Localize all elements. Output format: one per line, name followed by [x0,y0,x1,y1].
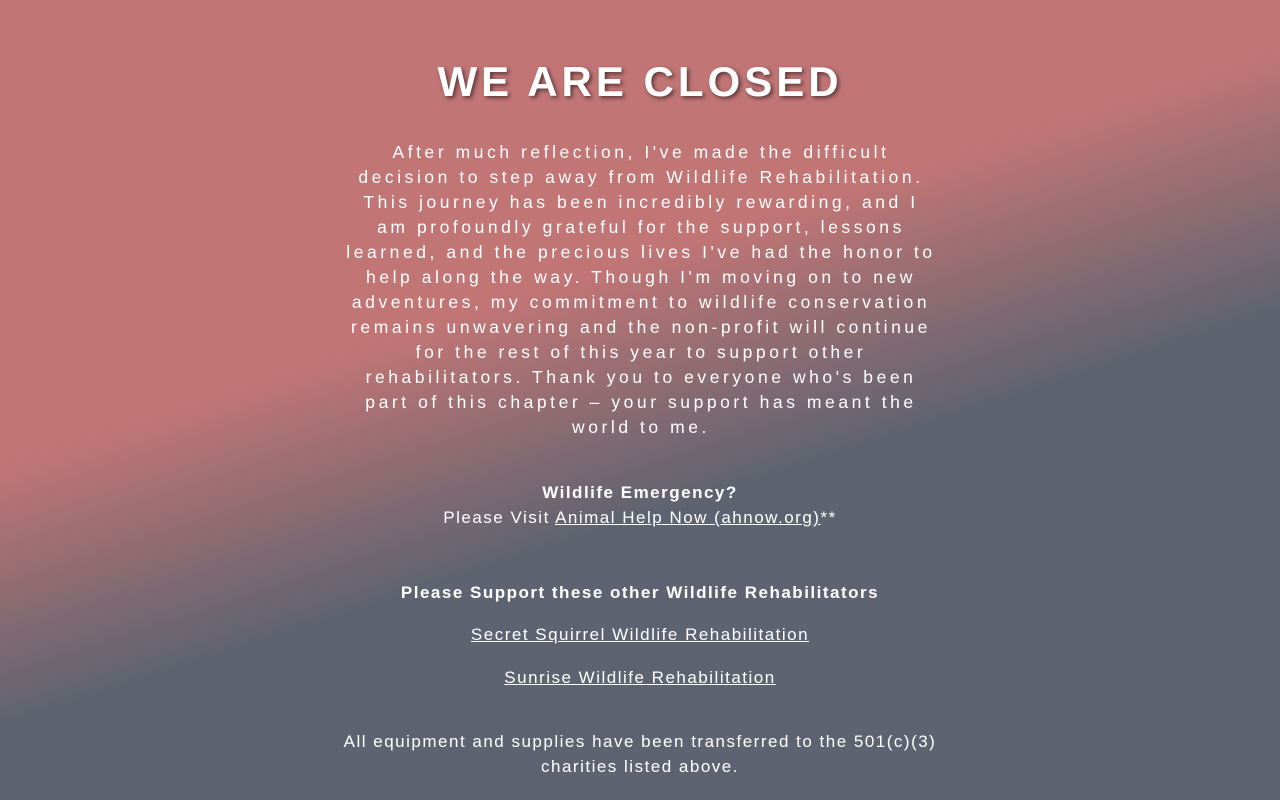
footer-note: All equipment and supplies have been transferred to the 501(c)(3) charities listed above. [343,732,937,776]
emergency-suffix: ** [820,508,837,527]
secret-squirrel-link[interactable]: Secret Squirrel Wildlife Rehabilitation [470,625,810,644]
rehab-link-row [0,622,1280,647]
emergency-prefix: Please Visit [443,508,556,527]
support-heading: Please Support these other Wildlife Rehabilitators [400,583,880,602]
page-title: WE ARE CLOSED [437,58,843,105]
animal-help-now-link[interactable]: Animal Help Now (ahnow.org) [555,508,821,527]
emergency-heading: Wildlife Emergency? [542,483,738,502]
rehab-link-row [0,665,1280,690]
closure-message: After much reflection, I've made the difficult decision to step away from Wildlife Rehabilitation. This journey has been incredibly rewarding, and I am profoundly grateful for the support, lessons learned, and the precious lives I've had the honor to help along the way. Though I'm moving on to new adventures, my commitment to wildlife conservation remains unwavering and the non-profit will continue for the rest of this year to support other rehabilitators. Thank you to everyone who's been part of this chapter – your support has meant the world to me. [346,142,936,437]
sunrise-wildlife-link[interactable]: Sunrise Wildlife Rehabilitation [504,668,776,687]
emergency-line [0,505,1280,530]
